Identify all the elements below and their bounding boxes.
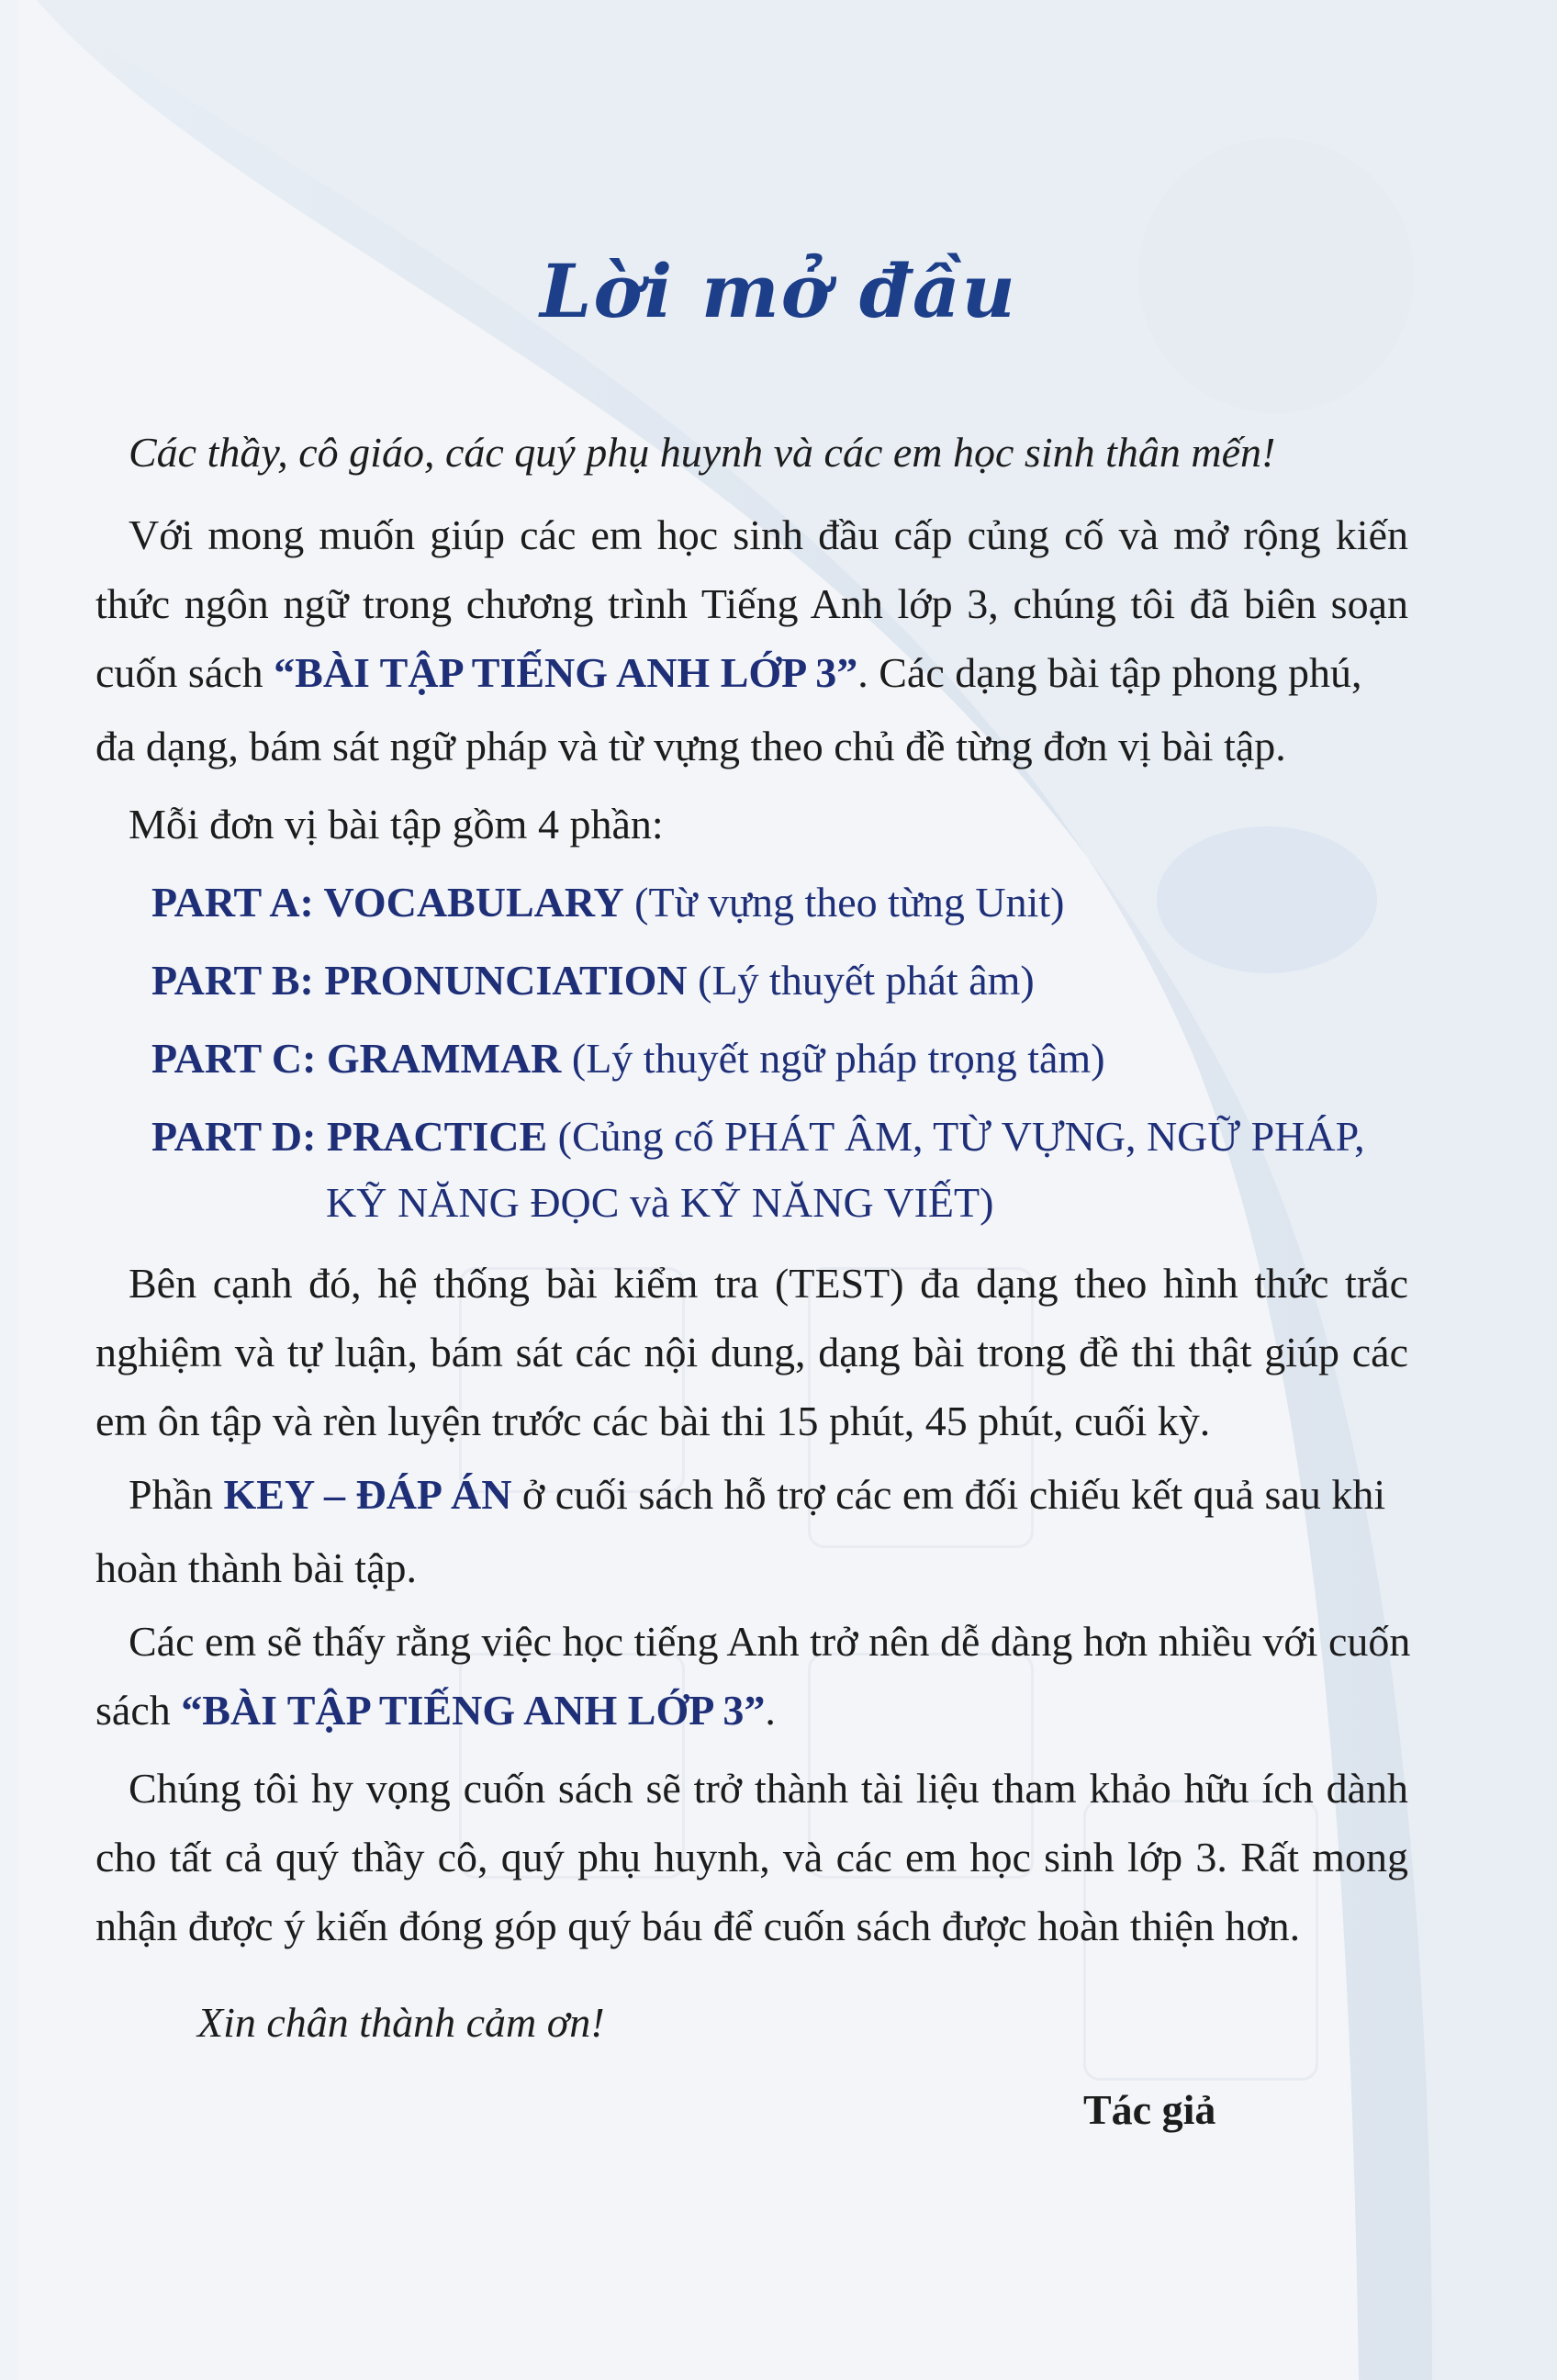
easy-text: Các em sẽ thấy rằng việc học tiếng Anh trở nên dễ dàng hơn nhiều với cuốn	[129, 1618, 1411, 1665]
key-line-1	[129, 1469, 1408, 1521]
tests-line-1	[129, 1258, 1408, 1309]
part-c	[151, 1033, 1105, 1084]
part-b	[151, 955, 1035, 1006]
hope-line-3: nhận được ý kiến đóng góp quý báu để cuốn sách được hoàn thiện hơn.	[95, 1903, 1301, 1949]
intro-text: . Các dạng bài tập phong phú,	[857, 649, 1362, 696]
greeting: Các thầy, cô giáo, các quý phụ huynh và các em học sinh thân mến!	[129, 429, 1276, 476]
intro-text: Với mong muốn giúp các em học sinh đầu cấp củng cố và mở rộng kiến	[129, 511, 1408, 558]
intro-line-4: đa dạng, bám sát ngữ pháp và từ vựng theo chủ đề từng đơn vị bài tập.	[95, 723, 1286, 769]
signature: Tác giả	[1083, 2086, 1216, 2133]
part-label: PART C: GRAMMAR	[151, 1035, 562, 1082]
part-label: PART A: VOCABULARY	[151, 879, 624, 926]
hope-text: cho tất cả quý thầy cô, quý phụ huynh, và các em học sinh lớp 3. Rất mong	[95, 1834, 1408, 1880]
intro-line-3	[95, 647, 1408, 699]
intro-line-1	[129, 510, 1408, 561]
hope-text: Chúng tôi hy vọng cuốn sách sẽ trở thành tài liệu tham khảo hữu ích dành	[129, 1765, 1408, 1812]
part-desc: (Củng cố PHÁT ÂM, TỪ VỰNG, NGỮ PHÁP,	[547, 1113, 1365, 1160]
easy-line-1	[129, 1616, 1411, 1667]
tests-text: nghiệm và tự luận, bám sát các nội dung, dạng bài trong đề thi thật giúp các	[95, 1329, 1408, 1375]
part-label: PART D: PRACTICE	[151, 1113, 548, 1160]
hope-line-1	[129, 1763, 1408, 1814]
tests-line-2	[95, 1327, 1408, 1378]
parts-intro: Mỗi đơn vị bài tập gồm 4 phần:	[129, 801, 664, 848]
part-desc: (Từ vựng theo từng Unit)	[623, 879, 1065, 926]
intro-text: cuốn sách	[95, 649, 274, 696]
part-label: PART B: PRONUNCIATION	[151, 957, 688, 1004]
key-label: KEY – ĐÁP ÁN	[223, 1471, 512, 1518]
page-title: Lời mở đầu	[540, 248, 1017, 334]
part-d-continued: KỸ NĂNG ĐỌC và KỸ NĂNG VIẾT)	[326, 1179, 994, 1226]
tests-text: Bên cạnh đó, hệ thống bài kiểm tra (TEST) đa dạng theo hình thức trắc	[129, 1260, 1408, 1307]
intro-text: thức ngôn ngữ trong chương trình Tiếng Anh lớp 3, chúng tôi đã biên soạn	[95, 580, 1408, 627]
key-line-2: hoàn thành bài tập.	[95, 1544, 418, 1591]
book-title: “BÀI TẬP TIẾNG ANH LỚP 3”	[274, 649, 858, 696]
key-text: ở cuối sách hỗ trợ các em đối chiếu kết quả sau khi	[511, 1471, 1386, 1518]
tests-line-3: em ôn tập và rèn luyện trước các bài thi 15 phút, 45 phút, cuối kỳ.	[95, 1398, 1211, 1444]
key-text: Phần	[129, 1471, 224, 1518]
part-a	[151, 877, 1064, 928]
hope-line-2	[95, 1832, 1408, 1883]
part-desc: (Lý thuyết phát âm)	[687, 957, 1035, 1004]
intro-line-2	[95, 578, 1408, 630]
easy-text: .	[765, 1687, 776, 1734]
thanks: Xin chân thành cảm ơn!	[197, 1999, 605, 2046]
part-desc: (Lý thuyết ngữ pháp trọng tâm)	[561, 1035, 1105, 1082]
easy-text: sách	[95, 1687, 182, 1734]
easy-line-2	[95, 1685, 776, 1736]
book-title: “BÀI TẬP TIẾNG ANH LỚP 3”	[181, 1687, 766, 1734]
part-d	[151, 1111, 1365, 1162]
